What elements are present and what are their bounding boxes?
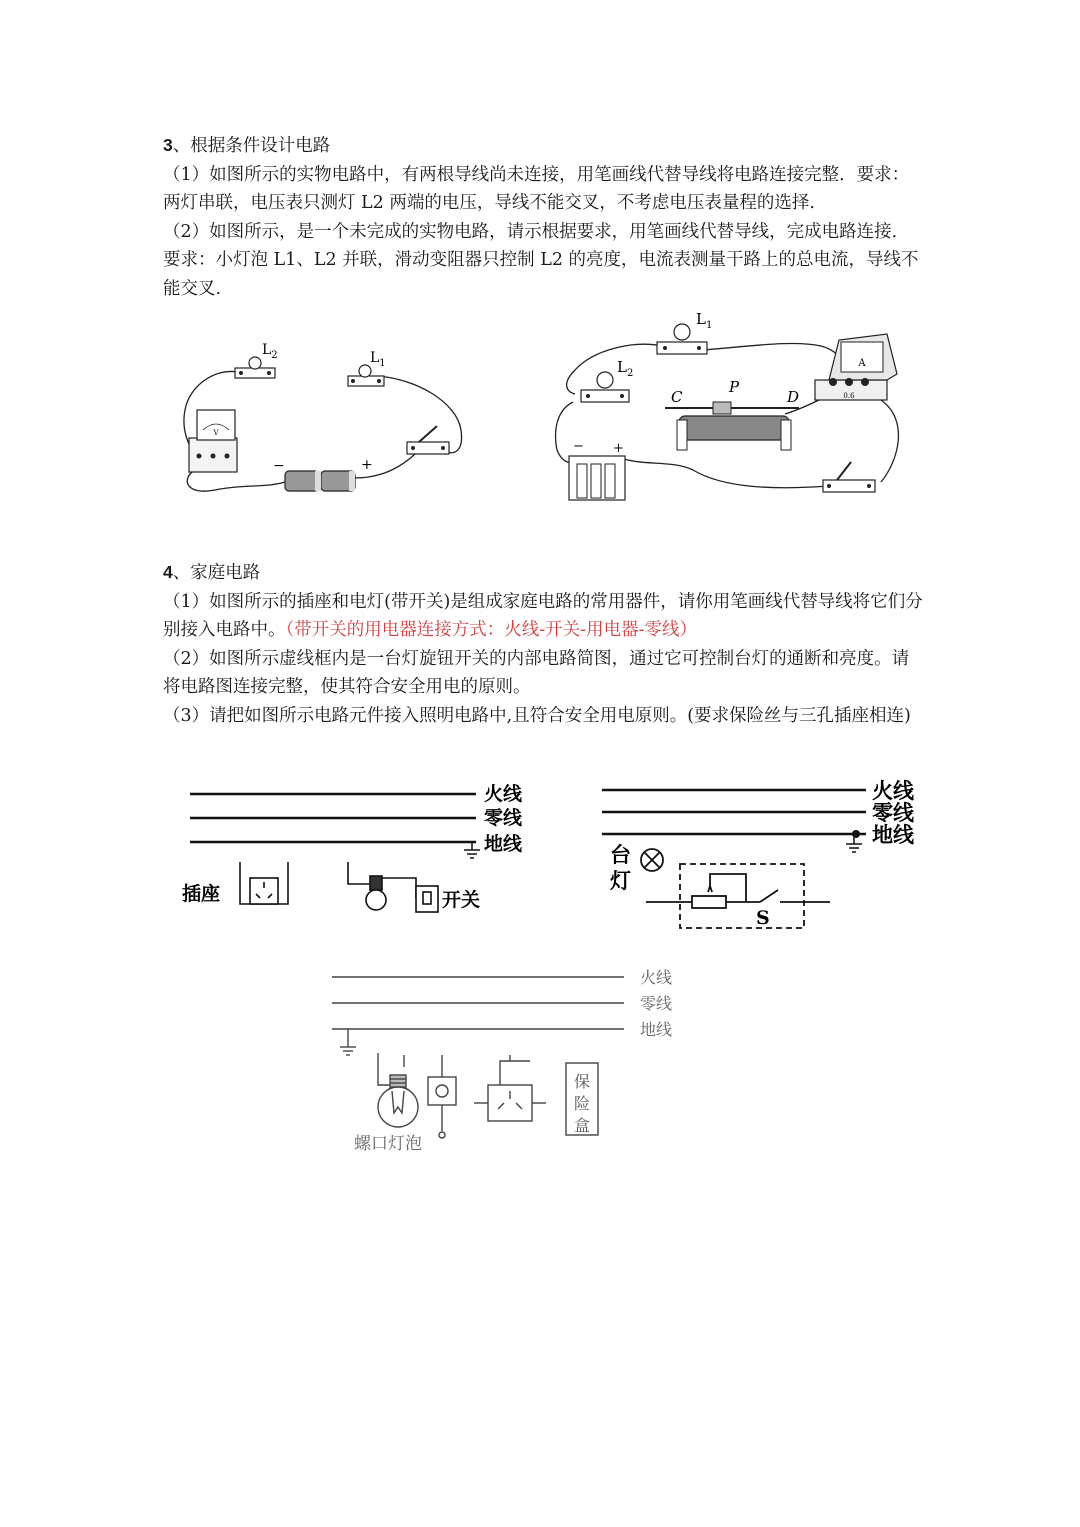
switch-box <box>428 1055 456 1138</box>
svg-text:L1: $L_1$ <box>370 350 386 369</box>
battery <box>285 471 355 491</box>
svg-text:A: A <box>858 358 866 369</box>
svg-text:V: V <box>213 429 219 437</box>
svg-text:L2: $L_2$ <box>617 358 634 379</box>
lamp-l2 <box>235 357 275 378</box>
svg-text:0.6: 0.6 <box>843 392 855 400</box>
svg-text:L2: $L_2$ <box>262 342 278 361</box>
svg-text:火线: 火线 <box>484 783 523 805</box>
svg-text:D: D <box>787 388 800 406</box>
svg-text:开关: 开关 <box>442 889 481 911</box>
ammeter <box>815 334 897 400</box>
svg-text:火线: 火线 <box>640 968 673 987</box>
bulb <box>348 862 416 910</box>
svg-text:台: 台 <box>610 842 631 867</box>
svg-text:火线: 火线 <box>872 778 914 803</box>
junction-dot <box>852 830 860 838</box>
svg-text:地线: 地线 <box>484 833 523 855</box>
battery-pack <box>569 456 625 500</box>
svg-text:灯: 灯 <box>610 868 631 893</box>
svg-text:零线: 零线 <box>640 994 673 1013</box>
svg-text:L1: $L_1$ <box>696 310 713 331</box>
figure-series-circuit <box>175 338 465 508</box>
wire <box>703 343 846 382</box>
figure-parallel-circuit <box>553 310 913 510</box>
lamp-l1 <box>657 324 707 354</box>
section-4-question-3: （3）请把如图所示电路元件接入照明电路中,且符合安全用电原则。(要求保险丝与三孔插座相连) <box>163 705 911 726</box>
lamp-l2 <box>581 372 629 402</box>
svg-text:螺口灯泡: 螺口灯泡 <box>354 1134 422 1154</box>
svg-text:P: P <box>729 378 740 396</box>
figure-socket-lamp <box>180 780 540 920</box>
wire <box>881 400 898 482</box>
section-4-heading: 4、家庭电路 <box>163 562 261 583</box>
knife-switch <box>407 426 449 454</box>
svg-text:+: + <box>613 441 624 456</box>
section-3-question-2: （2）如图所示，是一个未完成的实物电路，请示根据要求，用笔画线代替导线，完成电路连接．要求：小灯泡 L1、L2 并联，滑动变阻器只控制 L2 的亮度，电流表测量干路上的总电流，导线不能交叉. <box>163 221 919 299</box>
svg-text:+: + <box>361 457 373 473</box>
wire <box>187 470 285 491</box>
section-3-question-1: （1）如图所示的实物电路中，有两根导线尚未连接，用笔画线代替导线将电路连接完整．要求：两灯串联，电压表只测灯 L2 两端的电压，导线不能交叉，不考虑电压表量程的选择. <box>163 164 910 213</box>
svg-text:险: 险 <box>573 1094 591 1113</box>
wire <box>567 344 663 394</box>
svg-text:地线: 地线 <box>872 822 914 847</box>
svg-text:零线: 零线 <box>872 800 914 825</box>
section-4-question-2: （2）如图所示虚线框内是一台灯旋钮开关的内部电路简图，通过它可控制台灯的通断和亮度。请将电路图连接完整，使其符合安全用电的原则。 <box>163 648 910 697</box>
svg-text:S: S <box>756 907 770 929</box>
voltmeter <box>189 410 237 472</box>
ground-symbol <box>846 834 862 852</box>
section-3-heading: 3、根据条件设计电路 <box>163 135 331 156</box>
section-3 <box>163 131 923 303</box>
svg-text:插座: 插座 <box>182 883 221 905</box>
three-pin-socket <box>474 1055 546 1121</box>
svg-text:−: − <box>573 439 584 454</box>
svg-text:保: 保 <box>573 1072 591 1091</box>
section-4 <box>163 558 923 730</box>
connection-tip: （带开关的用电器连接方式：火线-开关-用电器-零线） <box>285 620 697 640</box>
lamp-symbol <box>641 849 663 871</box>
svg-text:盒: 盒 <box>573 1116 591 1135</box>
svg-text:零线: 零线 <box>484 807 523 829</box>
wire <box>621 458 829 488</box>
figure-table-lamp <box>600 776 930 936</box>
rheostat <box>665 402 799 450</box>
screw-bulb <box>378 1053 418 1127</box>
socket <box>240 862 288 904</box>
knife-switch <box>823 462 875 492</box>
ground-symbol <box>340 1029 356 1055</box>
ground-symbol <box>464 842 480 858</box>
svg-text:C: C <box>671 388 683 406</box>
svg-text:−: − <box>273 458 285 474</box>
svg-text:地线: 地线 <box>640 1020 673 1039</box>
knob-switch-circuit <box>646 874 830 908</box>
figure-lighting-circuit <box>332 963 692 1153</box>
switch-box <box>416 886 438 912</box>
section-4-question-1: （1）如图所示的插座和电灯(带开关)是组成家庭电路的常用器件，请你用笔画线代替导线将它们分别接入电路中。（带开关的用电器连接方式：火线-开关-用电器-零线） <box>163 591 923 640</box>
